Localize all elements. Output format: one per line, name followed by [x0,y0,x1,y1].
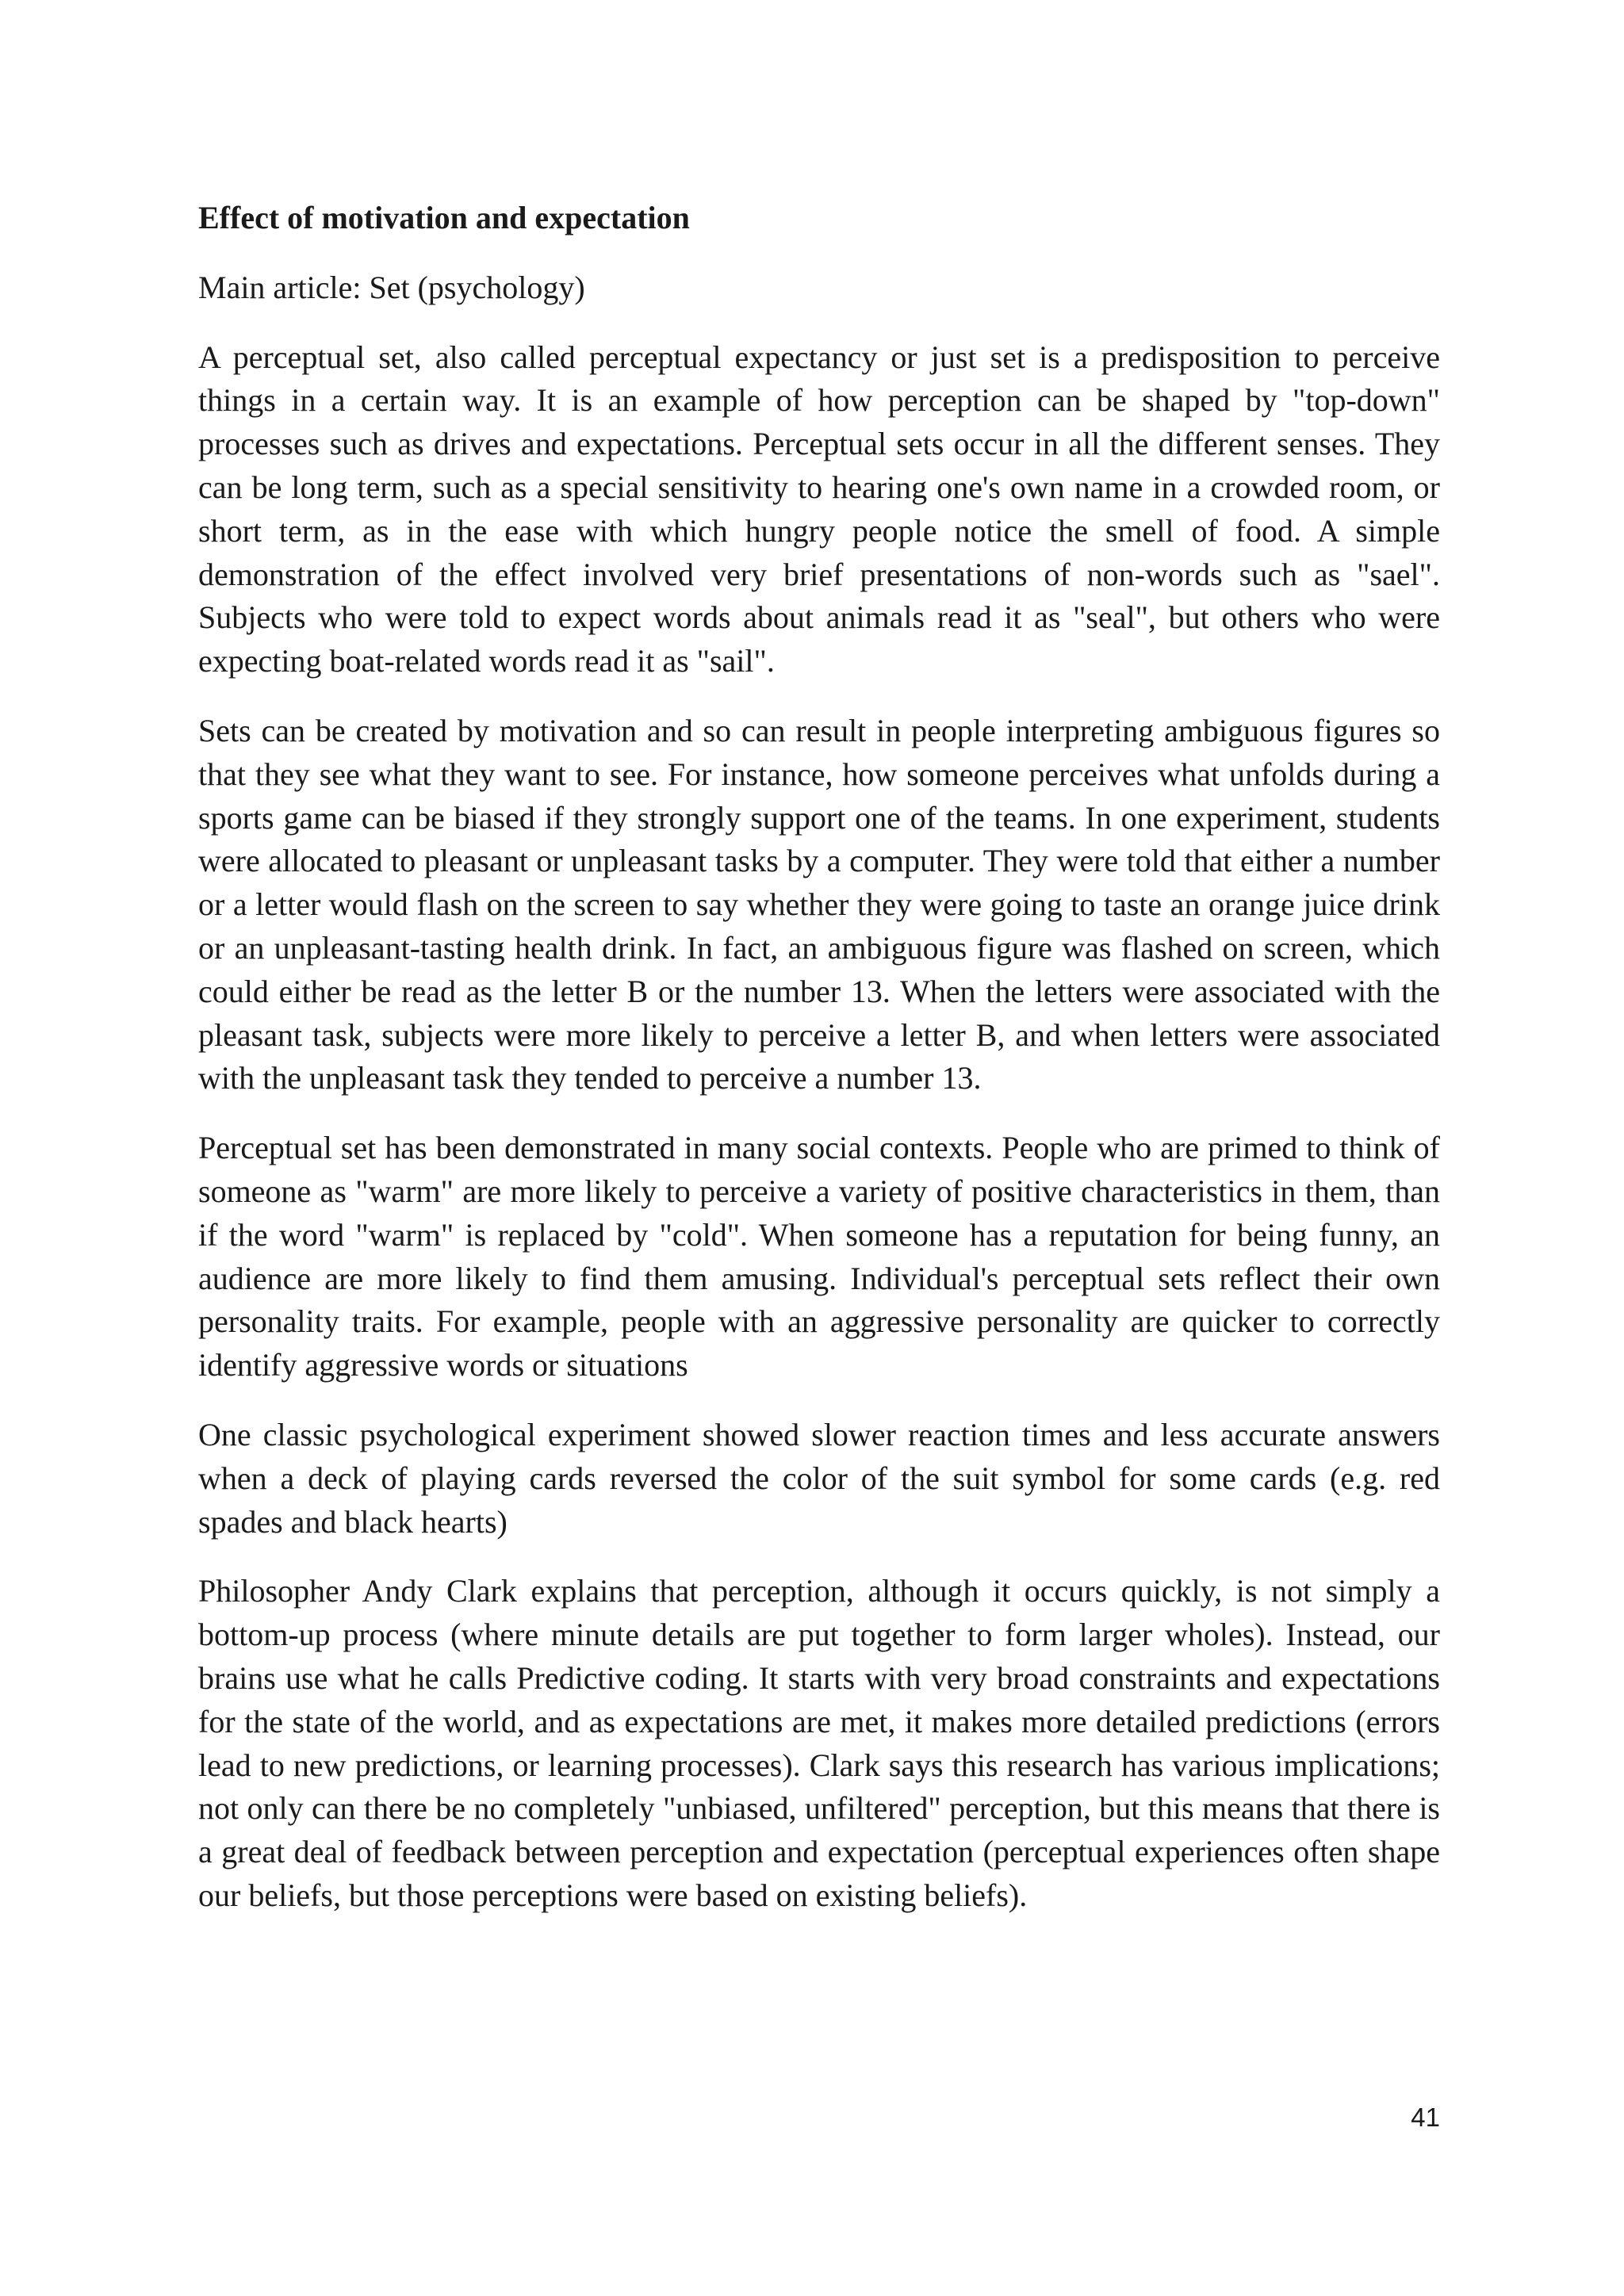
paragraph-social-contexts: Perceptual set has been demonstrated in many social contexts. People who are primed to think of someone as "warm" are more likely to perceive a variety of positive characteristics in them, than if the word "warm" is replaced by "cold". When someone has a reputation for being funny, an audience are more likely to find them amusing. Individual's perceptual sets reflect their own personality traits. For example, people with an aggressive personality are quicker to correctly identify aggressive words or situations [198,1130,1440,1383]
paragraph-perceptual-set: A perceptual set, also called perceptual expectancy or just set is a predisposition to perceive things in a certain way. It is an example of how perception can be shaped by "top-down" processes such as drives and expectations. Perceptual sets occur in all the different senses. They can be long term, such as a special sensitivity to hearing one's own name in a crowded room, or short term, as in the ease with which hungry people notice the smell of food. A simple demonstration of the effect involved very brief presentations of non-words such as "sael". Subjects who were told to expect words about animals read it as "seal", but others who were expecting boat-related words read it as "sail". [198,339,1440,679]
section-heading: Effect of motivation and expectation [198,200,690,235]
page-number: 41 [1411,2103,1440,2132]
main-article-reference: Main article: Set (psychology) [198,269,585,305]
paragraph-playing-cards: One classic psychological experiment showed slower reaction times and less accurate answers when a deck of playing cards reversed the color of the suit symbol for some cards (e.g. red spades and black hearts) [198,1416,1440,1540]
page-content [198,197,1440,1944]
paragraph-motivation: Sets can be created by motivation and so can result in people interpreting ambiguous figures so that they see what they want to see. For instance, how someone perceives what unfolds during a sports game can be biased if they strongly support one of the teams. In one experiment, students were allocated to pleasant or unpleasant tasks by a computer. They were told that either a number or a letter would flash on the screen to say whether they were going to taste an orange juice drink or an unpleasant-tasting health drink. In fact, an ambiguous figure was flashed on screen, which could either be read as the letter B or the number 13. When the letters were associated with the pleasant task, subjects were more likely to perceive a letter B, and when letters were associated with the unpleasant task they tended to perceive a number 13. [198,712,1440,1096]
paragraph-predictive-coding: Philosopher Andy Clark explains that perception, although it occurs quickly, is not simply a bottom-up process (where minute details are put together to form larger wholes). Instead, our brains use what he calls Predictive coding. It starts with very broad constraints and expectations for the state of the world, and as expectations are met, it makes more detailed predictions (errors lead to new predictions, or learning processes). Clark says this research has various implications; not only can there be no completely "unbiased, unfiltered" perception, but this means that there is a great deal of feedback between perception and expectation (perceptual experiences often shape our beliefs, but those perceptions were based on existing beliefs). [198,1573,1440,1913]
